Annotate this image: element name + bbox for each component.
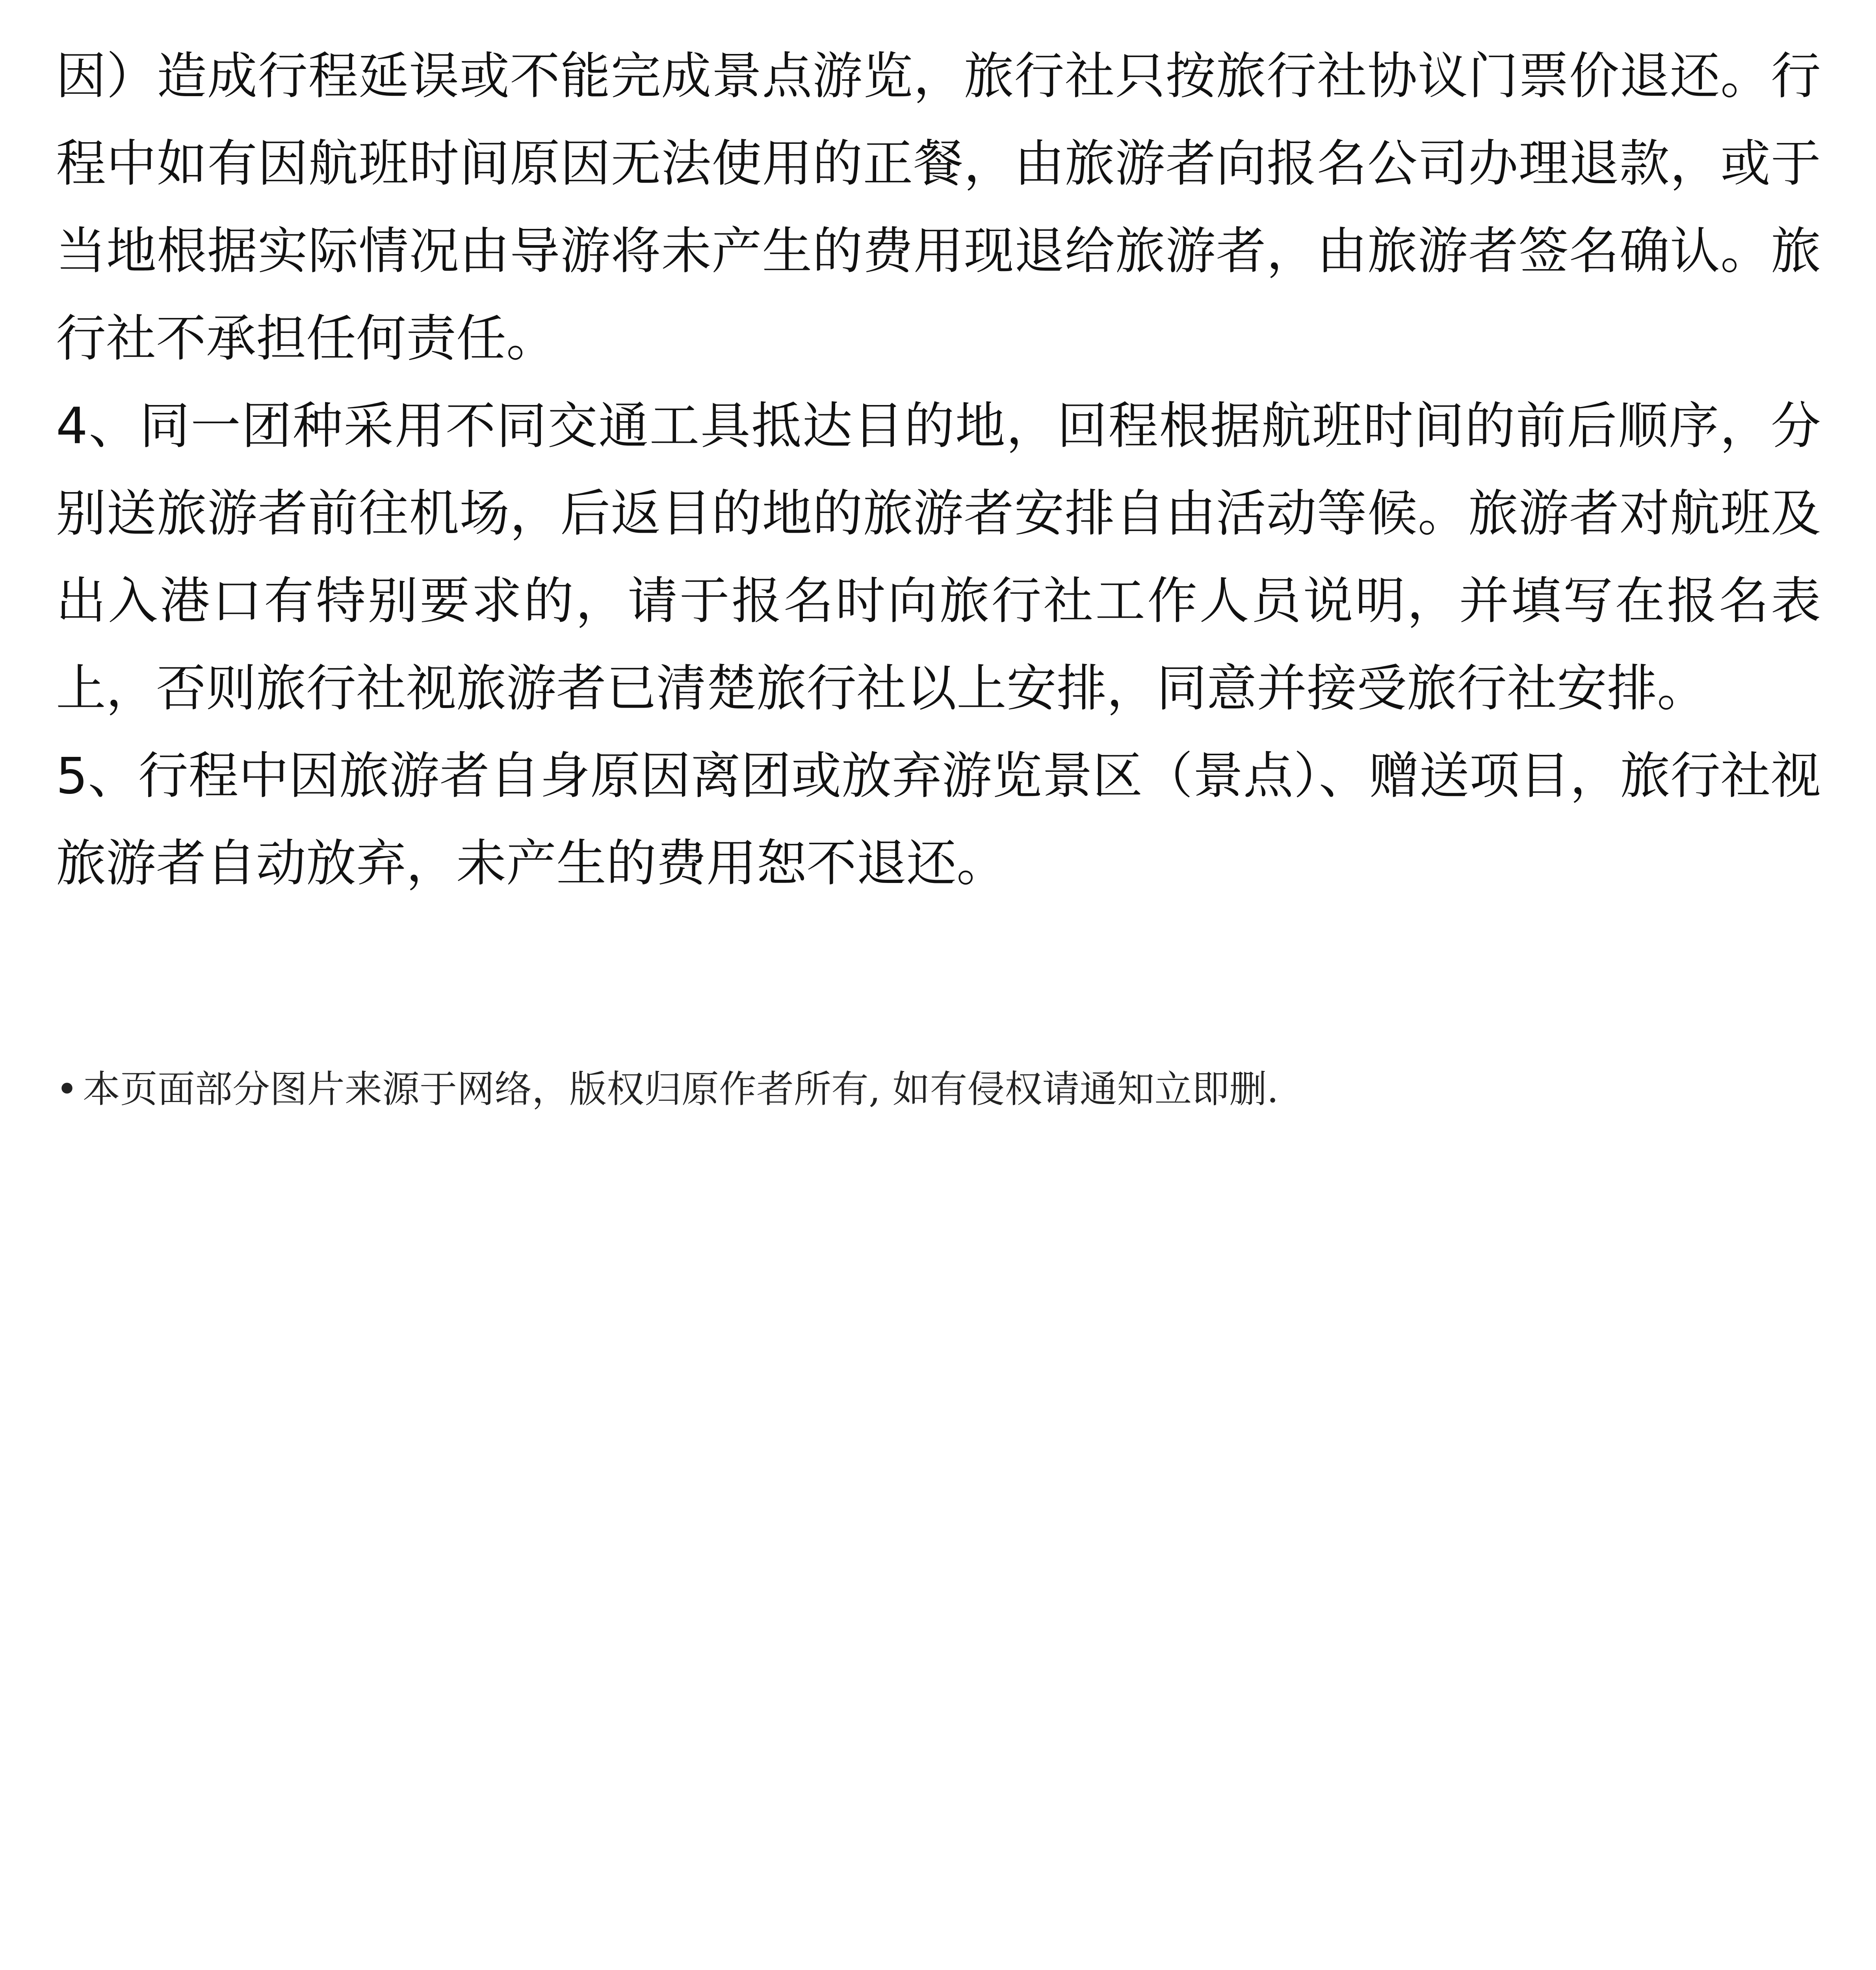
paragraph-transport-arrangement: 4、同一团种采用不同交通工具抵达目的地，回程根据航班时间的前后顺序，分别送旅游者前往机场，后返目的地的旅游者安排自由活动等候。旅游者对航班及出入港口有特别要求的，请于报名时向旅行社工作人员说明，并填写在报名表上，否则旅行社视旅游者已清楚旅行社以上安排，同意并接受旅行社安排。 <box>56 397 1821 717</box>
paragraph-refund-policy: 因）造成行程延误或不能完成景点游览，旅行社只按旅行社协议门票价退还。行程中如有因航班时间原因无法使用的正餐，由旅游者向报名公司办理退款，或于当地根据实际情况由导游将未产生的费用现退给旅游者，由旅游者签名确认。旅行社不承担任何责任。 <box>56 47 1821 368</box>
copyright-footnote <box>56 1064 1821 1115</box>
footnote-text: 本页面部分图片来源于网络，版权归原作者所有, 如有侵权请通知立即删. <box>83 1068 1279 1111</box>
paragraph-leaving-group: 5、行程中因旅游者自身原因离团或放弃游览景区（景点）、赠送项目，旅行社视旅游者自动放弃，未产生的费用恕不退还。 <box>56 747 1821 892</box>
bullet-icon: • <box>56 1068 78 1111</box>
body-text <box>56 32 1821 907</box>
